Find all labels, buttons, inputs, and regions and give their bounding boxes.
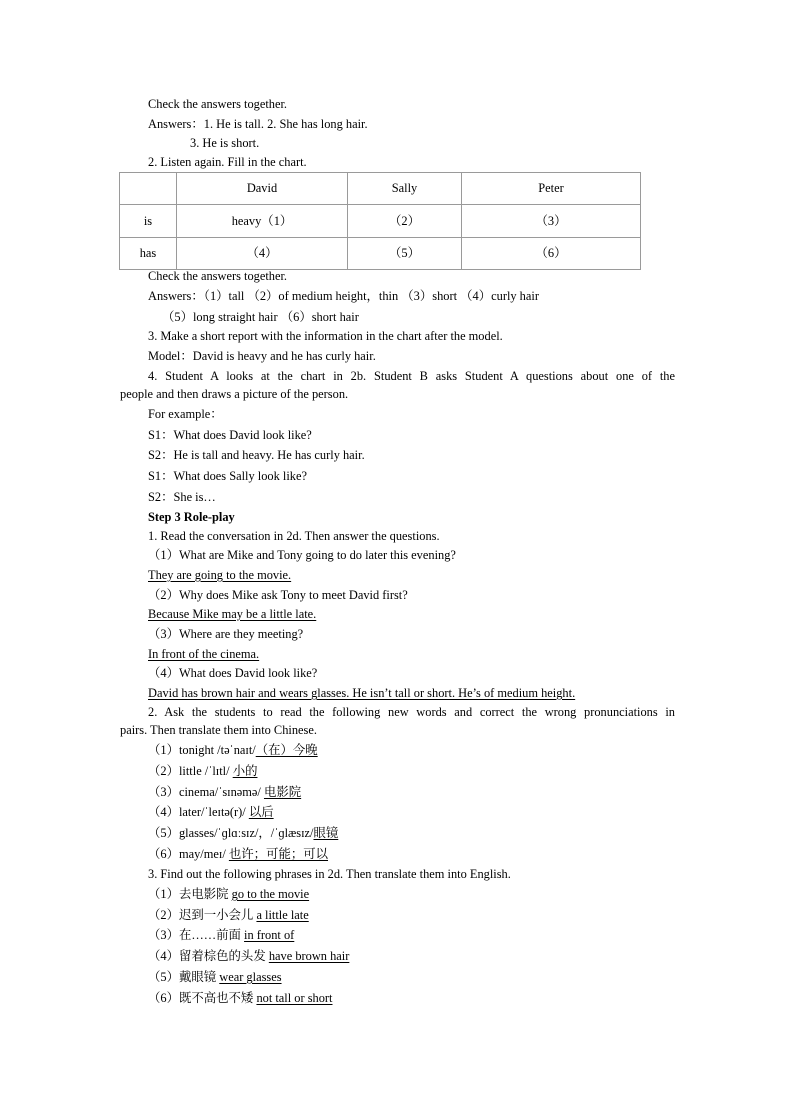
- phrase-answer: go to the movie: [231, 887, 310, 901]
- vocab-word: （1）tonight /təˈnaɪt/: [148, 743, 256, 757]
- dialogue-line: S1：What does Sally look like?: [148, 469, 307, 483]
- vocab-intro-continued: pairs. Then translate them into Chinese.: [120, 723, 317, 737]
- vocab-item: [148, 744, 318, 756]
- vocab-answer: 以后: [248, 805, 274, 819]
- phrase-answer: in front of: [244, 928, 295, 942]
- answer-text: In front of the cinema.: [148, 647, 260, 661]
- table-row: [120, 205, 641, 238]
- question-text: （2）Why does Mike ask Tony to meet David first?: [148, 588, 408, 602]
- table-header-cell: Peter: [462, 173, 641, 205]
- vocab-answer: 眼镜: [313, 826, 339, 840]
- answer-text: David has brown hair and wears glasses. He isn’t tall or short. He’s of medium height.: [148, 686, 576, 700]
- table-cell: has: [120, 238, 177, 270]
- table-header-cell: Sally: [348, 173, 462, 205]
- task-3-text: 3. Make a short report with the information in the chart after the model.: [148, 329, 503, 343]
- dialogue-line: S2：He is tall and heavy. He has curly hair.: [148, 448, 365, 462]
- vocab-word: （2）little /ˈlɪtl/: [148, 764, 230, 778]
- phrase-item: [148, 909, 309, 921]
- table-cell: （2）: [348, 205, 462, 238]
- phrase-answer: a little late: [256, 908, 309, 922]
- vocab-item: [148, 765, 257, 777]
- vocab-word: （3）cinema/ˈsɪnəmə/: [148, 785, 261, 799]
- vocab-answer: （在）今晚: [255, 743, 318, 757]
- dialogue-line: S1：What does David look like?: [148, 428, 312, 442]
- table-row: [120, 173, 641, 205]
- table-row: [120, 238, 641, 270]
- phrase-chinese: （5）戴眼镜: [148, 970, 217, 984]
- answers-line-1: Answers：（1）tall （2）of medium height，thin （3）short （4）curly hair: [148, 289, 539, 303]
- phrase-answer: wear glasses: [219, 970, 282, 984]
- phrase-item: [148, 992, 333, 1004]
- phrase-item: [148, 971, 282, 983]
- example-label: For example：: [148, 407, 223, 421]
- phrase-answer: not tall or short: [256, 991, 333, 1005]
- phrase-chinese: （3）在……前面: [148, 928, 241, 942]
- answer-text: They are going to the movie.: [148, 568, 292, 582]
- table-header-cell: David: [177, 173, 348, 205]
- phrase-chinese: （4）留着棕色的头发: [148, 949, 266, 963]
- phrase-chinese: （2）迟到一小会儿: [148, 908, 254, 922]
- table-cell: （4）: [177, 238, 348, 270]
- table-cell: （5）: [348, 238, 462, 270]
- task-4-text-continued: people and then draws a picture of the person.: [120, 387, 349, 401]
- task-4-text: 4. Student A looks at the chart in 2b. Student B asks Student A questions about one of the: [148, 369, 675, 383]
- answers-line-2: （5）long straight hair （6）short hair: [162, 310, 359, 324]
- vocab-item: [148, 827, 338, 839]
- dialogue-line: S2：She is…: [148, 490, 216, 504]
- phrases-intro: 3. Find out the following phrases in 2d. Then translate them into English.: [148, 867, 511, 881]
- question-text: （4）What does David look like?: [148, 666, 318, 680]
- phrase-chinese: （1）去电影院: [148, 887, 229, 901]
- vocab-word: （4）later/ˈleɪtə(r)/: [148, 805, 246, 819]
- step-3-intro: 1. Read the conversation in 2d. Then answer the questions.: [148, 529, 440, 543]
- table-cell: heavy（1）: [177, 205, 348, 238]
- answers-line-2: 3. He is short.: [190, 136, 260, 150]
- check-answers-text: Check the answers together.: [148, 97, 288, 111]
- vocab-answer: 电影院: [263, 785, 302, 799]
- task-2-heading: 2. Listen again. Fill in the chart.: [148, 155, 307, 169]
- listening-chart: [119, 172, 641, 270]
- model-text: Model：David is heavy and he has curly hair.: [148, 349, 376, 363]
- check-answers-text: Check the answers together.: [148, 269, 288, 283]
- table-cell: （6）: [462, 238, 641, 270]
- vocab-word: （5）glasses/ˈɡlɑːsɪz/，/ˈɡlæsɪz/: [148, 826, 314, 840]
- vocab-item: [148, 786, 301, 798]
- table-header-cell: [120, 173, 177, 205]
- vocab-intro: 2. Ask the students to read the following new words and correct the wrong pronunciations in: [148, 705, 675, 719]
- step-3-heading: Step 3 Role-play: [148, 510, 235, 524]
- phrase-chinese: （6）既不高也不矮: [148, 991, 254, 1005]
- vocab-answer: 小的: [232, 764, 258, 778]
- phrase-item: [148, 929, 294, 941]
- vocab-item: [148, 806, 274, 818]
- vocab-item: [148, 848, 328, 860]
- vocab-word: （6）may/meɪ/: [148, 847, 226, 861]
- answers-line-1: Answers：1. He is tall. 2. She has long hair.: [148, 117, 368, 131]
- answer-text: Because Mike may be a little late.: [148, 607, 317, 621]
- phrase-item: [148, 950, 349, 962]
- phrase-answer: have brown hair: [268, 949, 350, 963]
- phrase-item: [148, 888, 309, 900]
- vocab-answer: 也许；可能；可以: [228, 847, 329, 861]
- table-cell: is: [120, 205, 177, 238]
- table-cell: （3）: [462, 205, 641, 238]
- question-text: （3）Where are they meeting?: [148, 627, 304, 641]
- question-text: （1）What are Mike and Tony going to do later this evening?: [148, 548, 456, 562]
